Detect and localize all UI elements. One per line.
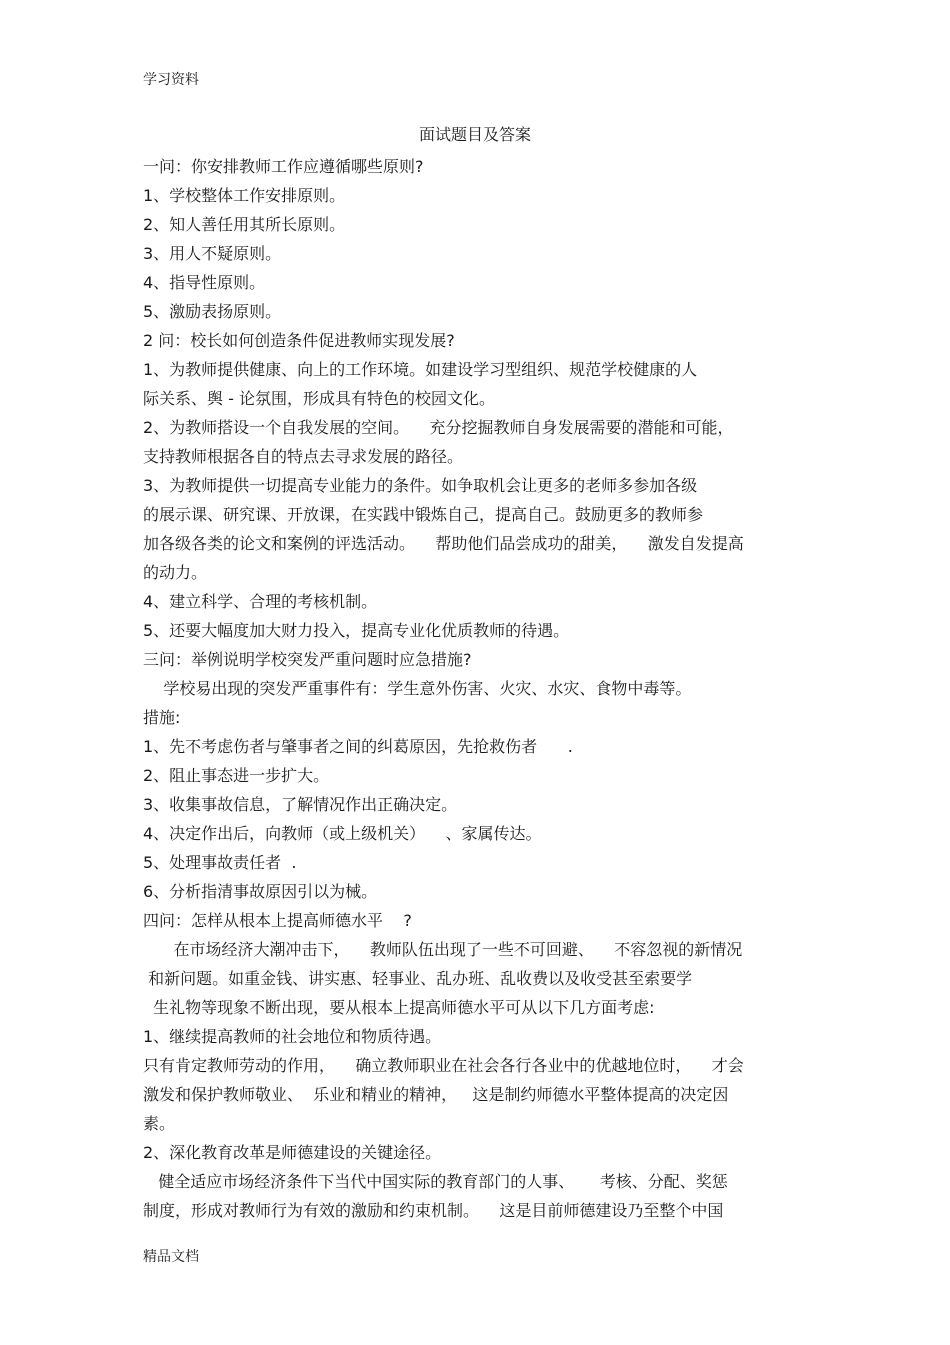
text-line: 三问：举例说明学校突发严重问题时应急措施? [143, 650, 472, 669]
text-line: 一问：你安排教师工作应遵循哪些原则? [143, 157, 424, 176]
text-line: 2、知人善任用其所长原则。 [143, 215, 346, 234]
page-footer: 精品文档 [143, 1249, 199, 1265]
text-line: 3、用人不疑原则。 [143, 244, 282, 263]
text-line: 1、学校整体工作安排原则。 [143, 186, 346, 205]
text-line: 措施: [143, 708, 181, 727]
text-line: 5、还要大幅度加大财力投入，提高专业化优质教师的待遇。 [143, 621, 570, 640]
text-line: 4、决定作出后，向教师（或上级机关） 、家属传达。 [143, 824, 542, 843]
text-line: 3、收集事故信息，了解情况作出正确决定。 [143, 795, 458, 814]
text-line: 生礼物等现象不断出现，要从根本上提高师德水平可从以下几方面考虑: [143, 998, 655, 1017]
text-line: 在市场经济大潮冲击下， 教师队伍出现了一些不可回避、 不容忽视的新情况 [143, 940, 743, 959]
document-body [143, 152, 823, 1225]
text-line: 四问：怎样从根本上提高师德水平 ? [143, 911, 412, 930]
text-line: 1、为教师提供健康、向上的工作环境。如建设学习型组织、规范学校健康的人 [143, 360, 698, 379]
text-line: 健全适应市场经济条件下当代中国实际的教育部门的人事、 考核、分配、奖惩 [143, 1172, 728, 1191]
text-line: 只有肯定教师劳动的作用， 确立教师职业在社会各行各业中的优越地位时， 才会 [143, 1056, 744, 1075]
text-line: 5、处理事故责任者 . [143, 853, 297, 872]
text-line: 激发和保护教师敬业、 乐业和精业的精神， 这是制约师德水平整体提高的决定因 [143, 1085, 729, 1104]
text-line: 2、深化教育改革是师德建设的关键途径。 [143, 1143, 442, 1162]
text-line: 素。 [143, 1114, 176, 1133]
text-line: 的展示课、研究课、开放课，在实践中锻炼自己，提高自己。鼓励更多的教师参 [143, 505, 704, 524]
text-line: 2、为教师搭设一个自我发展的空间。 充分挖掘教师自身发展需要的潜能和可能， [143, 418, 734, 437]
page-header: 学习资料 [143, 72, 199, 88]
text-line: 3、为教师提供一切提高专业能力的条件。如争取机会让更多的老师多参加各级 [143, 476, 698, 495]
text-line: 1、继续提高教师的社会地位和物质待遇。 [143, 1027, 442, 1046]
text-line: 加各级各类的论文和案例的评选活动。 帮助他们品尝成功的甜美， 激发自发提高 [143, 534, 744, 553]
text-line: 的动力。 [143, 563, 208, 582]
text-line: 学校易出现的突发严重事件有：学生意外伤害、火灾、水灾、食物中毒等。 [143, 679, 692, 698]
text-line: 和新问题。如重金钱、讲实惠、轻事业、乱办班、乱收费以及收受甚至索要学 [143, 969, 693, 988]
text-line: 4、指导性原则。 [143, 273, 266, 292]
text-line: 6、分析指清事故原因引以为械。 [143, 882, 378, 901]
text-line: 1、先不考虑伤者与肇事者之间的纠葛原因，先抢救伤者 . [143, 737, 573, 756]
text-line: 2、阻止事态进一步扩大。 [143, 766, 330, 785]
text-line: 制度，形成对教师行为有效的激励和约束机制。 这是目前师德建设乃至整个中国 [143, 1201, 724, 1220]
text-line: 5、激励表扬原则。 [143, 302, 282, 321]
text-line: 2 问：校长如何创造条件促进教师实现发展? [143, 331, 455, 350]
text-line: 支持教师根据各自的特点去寻求发展的路径。 [143, 447, 464, 466]
text-line: 际关系、舆 - 论氛围，形成具有特色的校园文化。 [143, 389, 495, 408]
text-line: 4、建立科学、合理的考核机制。 [143, 592, 378, 611]
document-title: 面试题目及答案 [418, 125, 531, 144]
